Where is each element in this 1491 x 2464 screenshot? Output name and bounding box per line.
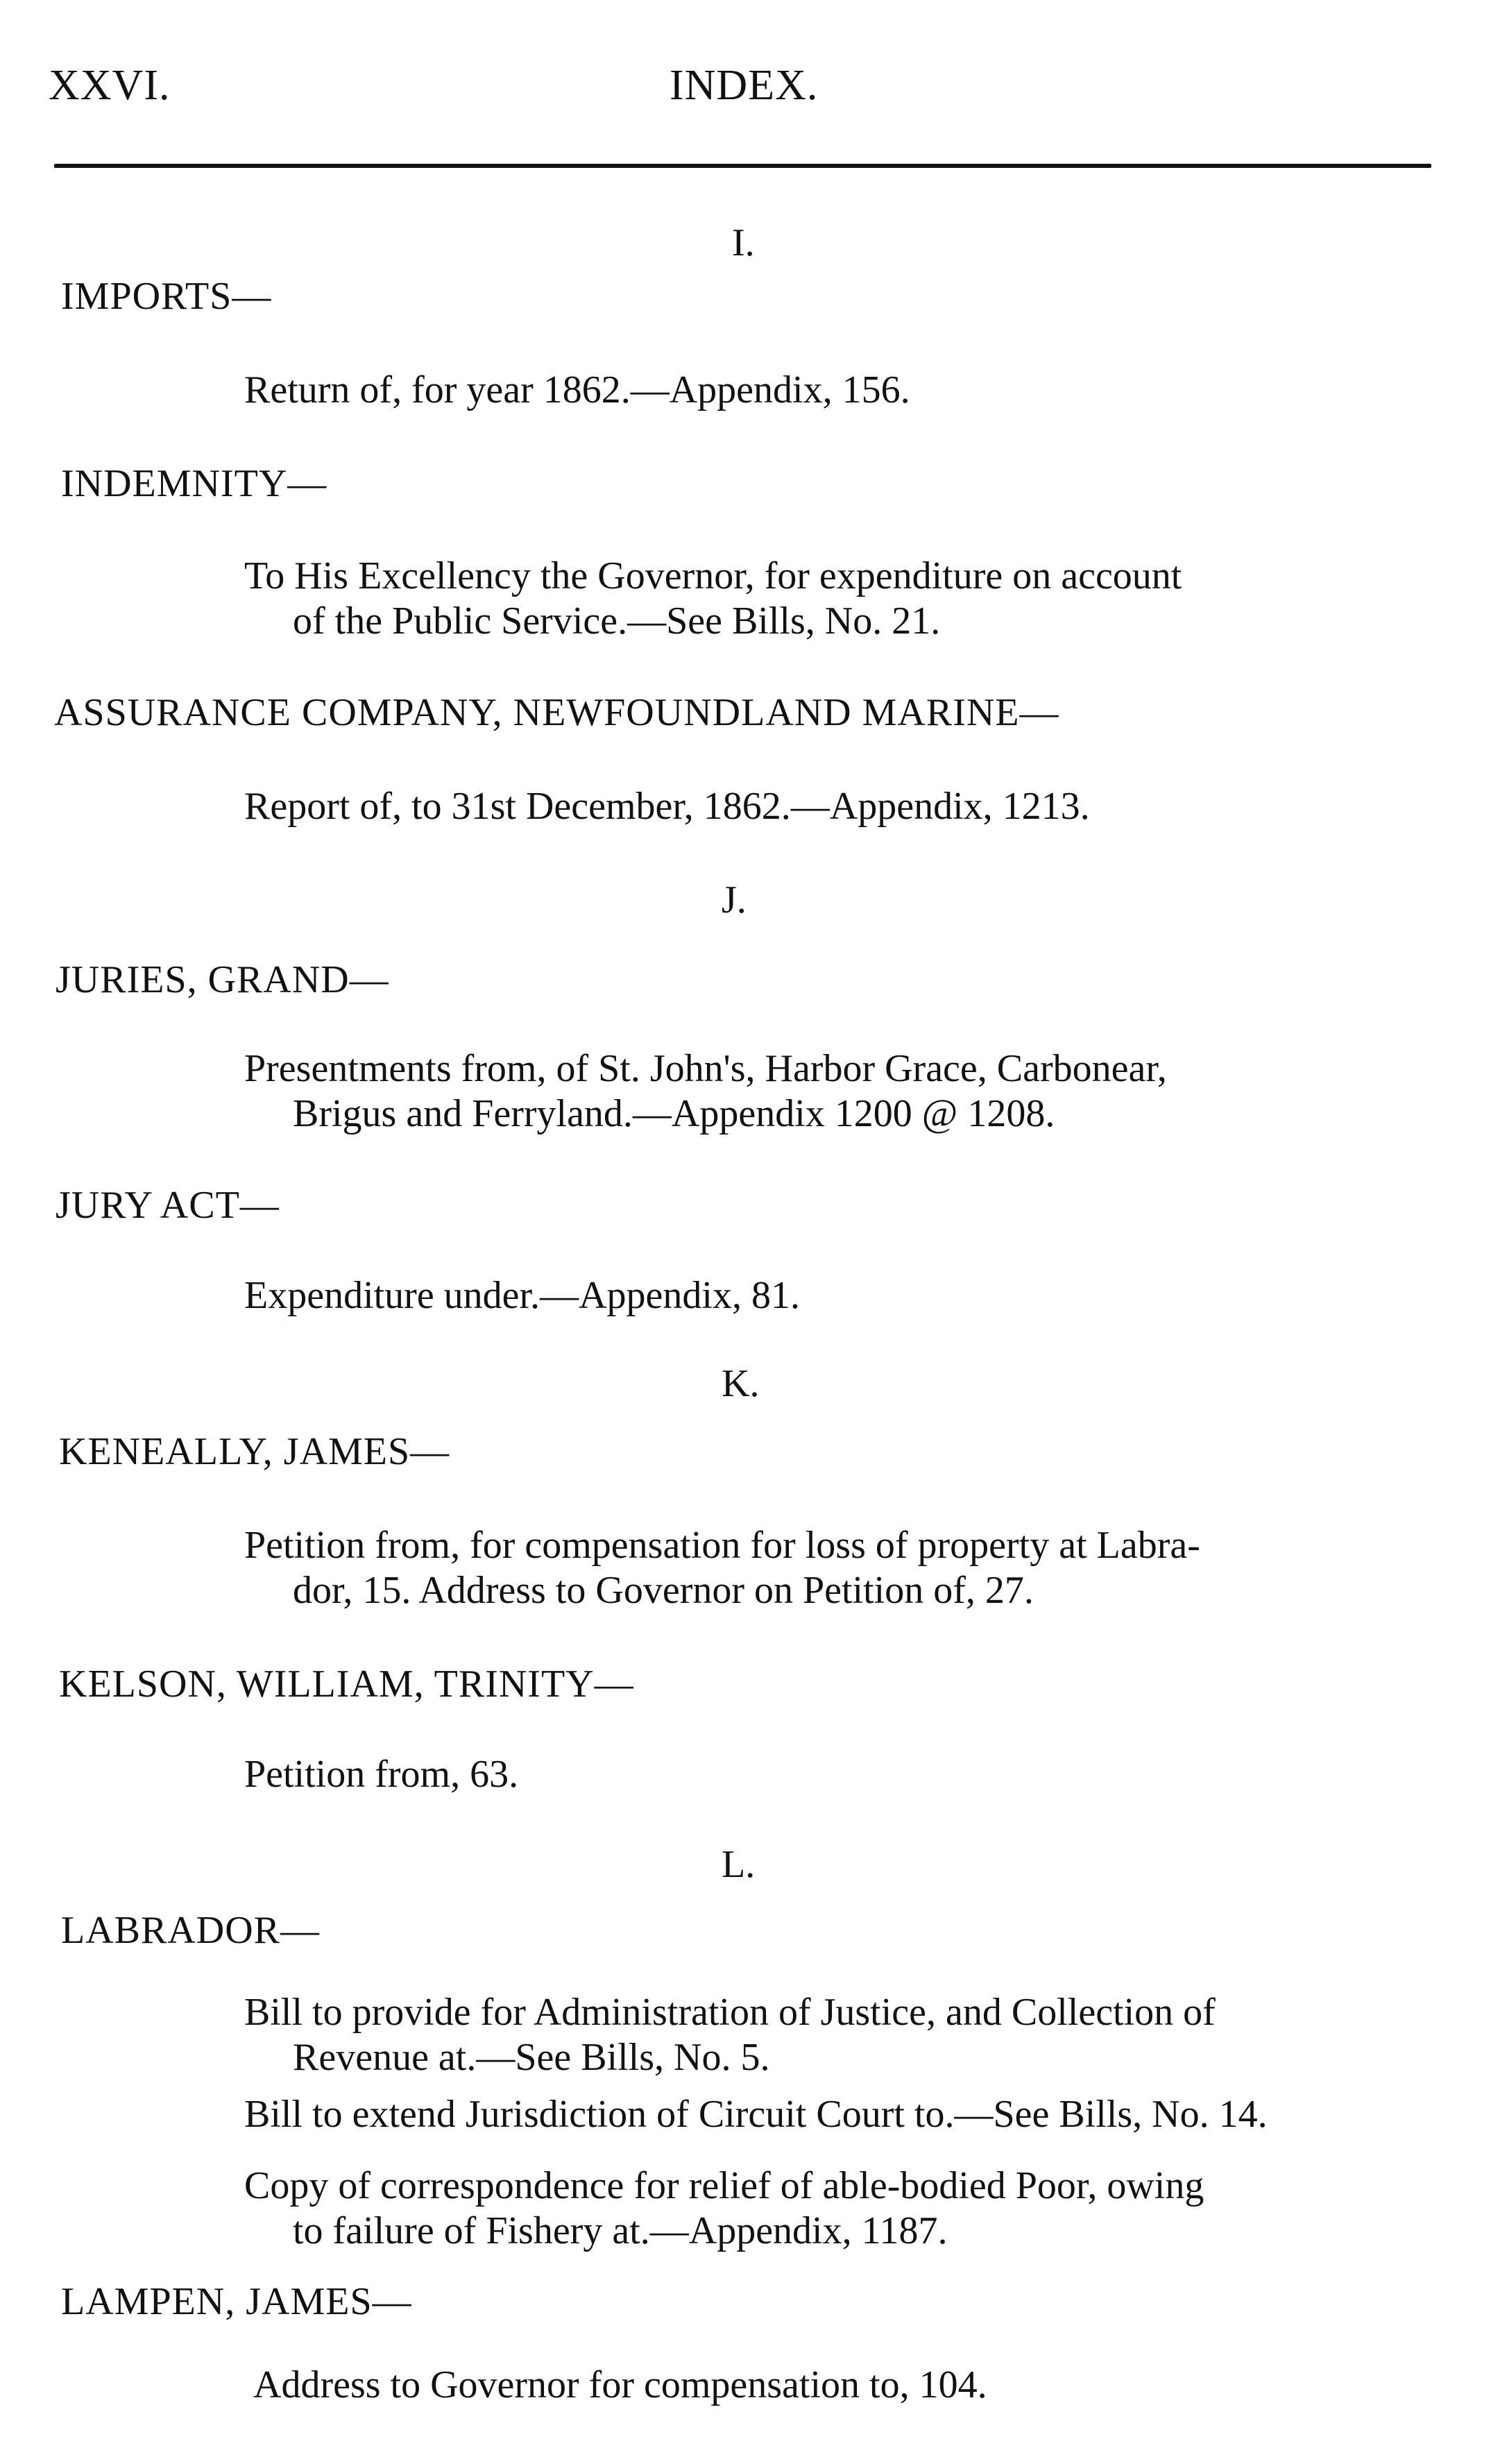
index-heading-labrador: LABRADOR— xyxy=(61,1909,321,1952)
section-letter-j: J. xyxy=(722,878,747,921)
index-heading-indemnity: INDEMNITY— xyxy=(61,462,327,505)
index-heading-imports: IMPORTS— xyxy=(61,275,272,318)
index-entry-line: Copy of correspondence for relief of able-bodied Poor, owing xyxy=(244,2164,1204,2207)
index-entry-line: Brigus and Ferryland.—Appendix 1200 @ 1208. xyxy=(293,1092,1055,1135)
index-entry-line: To His Excellency the Governor, for expenditure on account xyxy=(244,554,1182,597)
index-heading-assurance-company: ASSURANCE COMPANY, NEWFOUNDLAND MARINE— xyxy=(54,691,1059,734)
index-entry-line: Report of, to 31st December, 1862.—Appendix, 1213. xyxy=(244,785,1090,828)
page-header xyxy=(0,0,1491,139)
index-entry-line: dor, 15. Address to Governor on Petition of, 27. xyxy=(293,1569,1034,1612)
index-entry-line: Petition from, for compensation for loss of property at Labra- xyxy=(244,1524,1200,1567)
section-letter-l: L. xyxy=(722,1843,756,1886)
index-heading-juries-grand: JURIES, GRAND— xyxy=(56,958,389,1001)
index-entry-line: to failure of Fishery at.—Appendix, 1187. xyxy=(293,2209,948,2252)
page-number: XXVI. xyxy=(49,62,171,109)
index-entry-line: of the Public Service.—See Bills, No. 21. xyxy=(293,600,941,643)
index-heading-lampen-james: LAMPEN, JAMES— xyxy=(61,2280,412,2323)
running-title: INDEX. xyxy=(670,62,819,109)
index-heading-kelson-william: KELSON, WILLIAM, TRINITY— xyxy=(59,1663,634,1706)
index-entry-line: Address to Governor for compensation to, 104. xyxy=(253,2363,987,2406)
index-entry-line: Petition from, 63. xyxy=(244,1753,519,1796)
index-entry-line: Expenditure under.—Appendix, 81. xyxy=(244,1274,800,1317)
index-entry-line: Revenue at.—See Bills, No. 5. xyxy=(293,2036,770,2079)
index-heading-jury-act: JURY ACT— xyxy=(56,1184,280,1227)
section-letter-i: I. xyxy=(732,221,755,264)
index-entry-line: Presentments from, of St. John's, Harbor Grace, Carbonear, xyxy=(244,1047,1167,1090)
index-heading-keneally-james: KENEALLY, JAMES— xyxy=(59,1430,450,1473)
index-entry-line: Bill to provide for Administration of Justice, and Collection of xyxy=(244,1991,1216,2034)
header-rule xyxy=(54,164,1431,168)
index-entry-line: Return of, for year 1862.—Appendix, 156. xyxy=(244,368,910,411)
section-letter-k: K. xyxy=(722,1362,760,1405)
index-entry-line: Bill to extend Jurisdiction of Circuit Court to.—See Bills, No. 14. xyxy=(244,2093,1268,2136)
